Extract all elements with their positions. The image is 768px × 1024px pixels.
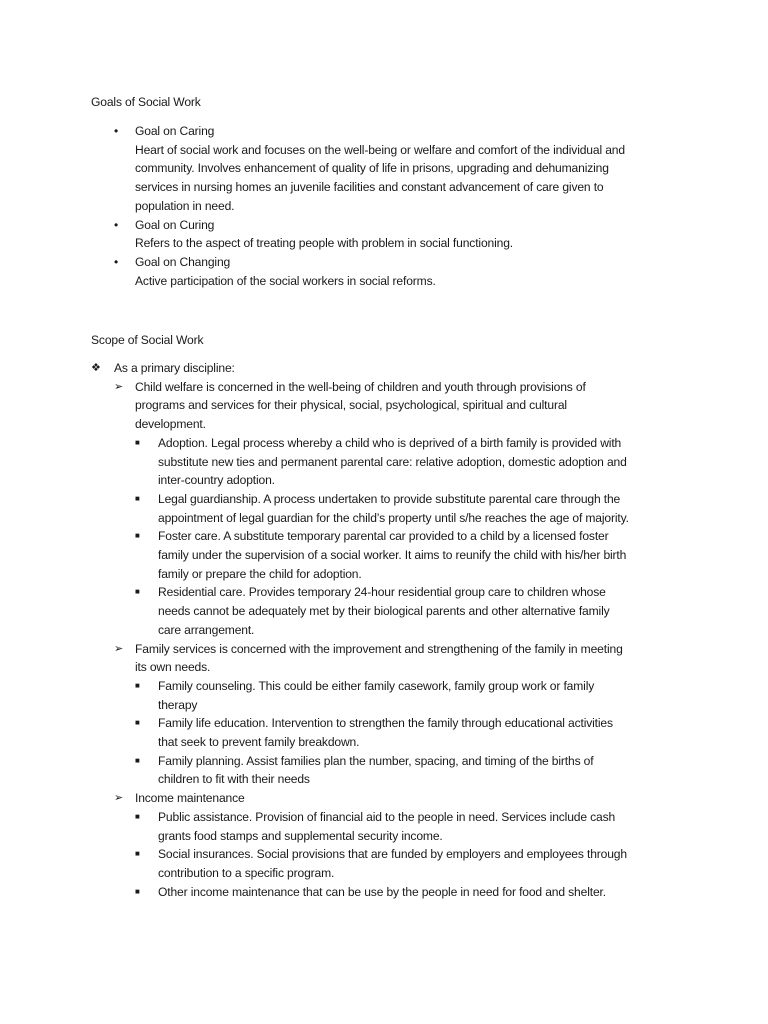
subitem-line: grants food stamps and supplemental security income.: [158, 828, 443, 843]
subitem-line: substitute new ties and permanent parental care: relative adoption, domestic adoption and: [158, 454, 627, 469]
scope-area-child-welfare: [114, 378, 691, 640]
square-bullet-icon: ■: [135, 493, 140, 503]
arrowhead-bullet-icon: ➢: [114, 380, 124, 393]
arrowhead-bullet-icon: ➢: [114, 642, 124, 655]
subitem-line: Residential care. Provides temporary 24-hour residential group care to children whose: [158, 585, 606, 600]
subitem-family-counseling: [135, 677, 691, 714]
subitem-line: family under the supervision of a social worker. It aims to reunify the child with his/her birth: [158, 548, 627, 563]
scope-heading: Scope of Social Work: [91, 333, 204, 347]
goal-line: services in nursing homes an juvenile facilities and constant advancement of care given to: [135, 180, 604, 195]
goal-line: Active participation of the social workers in social reforms.: [135, 273, 436, 288]
square-bullet-icon: ■: [135, 437, 140, 447]
subitem-line: family or prepare the child for adoption.: [158, 566, 362, 581]
subitem-line: Legal guardianship. A process undertaken to provide substitute parental care through the: [158, 491, 621, 506]
goal-heading: Goal on Curing: [135, 217, 215, 232]
scope-area-line: Income maintenance: [135, 791, 245, 806]
square-bullet-icon: ■: [135, 811, 140, 821]
family-services-subitems: [135, 677, 691, 789]
subitem-line: Family counseling. This could be either family casework, family group work or family: [158, 678, 595, 693]
subitem-foster-care: [135, 527, 691, 583]
subitem-line: appointment of legal guardian for the child’s property until s/he reaches the age of majority.: [158, 510, 629, 525]
goal-item-changing: [114, 253, 694, 290]
subitem-family-planning: [135, 752, 691, 789]
child-welfare-subitems: [135, 434, 691, 640]
subitem-line: contribution to a specific program.: [158, 865, 335, 880]
scope-area-line: Child welfare is concerned in the well-being of children and youth through provisions of: [135, 379, 586, 394]
scope-area-line: programs and services for their physical, social, psychological, spiritual and cultural: [135, 398, 567, 413]
bullet-dot-icon: •: [114, 217, 119, 232]
diamond-bullet-icon: ❖: [91, 362, 101, 374]
square-bullet-icon: ■: [135, 718, 140, 728]
subitem-other-income-maintenance: [135, 883, 691, 902]
income-maintenance-subitems: [135, 808, 691, 902]
square-bullet-icon: ■: [135, 755, 140, 765]
subitem-line: Public assistance. Provision of financial aid to the people in need. Services include cash: [158, 809, 616, 824]
subitem-social-insurances: [135, 845, 691, 882]
primary-discipline-label: As a primary discipline:: [114, 361, 235, 375]
goal-item-caring: [114, 122, 694, 216]
subitem-line: Foster care. A substitute temporary parental car provided to a child by a licensed foster: [158, 529, 609, 544]
subitem-line: care arrangement.: [158, 622, 255, 637]
scope-area-income-maintenance: [114, 789, 691, 901]
subitem-line: Family life education. Intervention to strengthen the family through educational activities: [158, 716, 613, 731]
square-bullet-icon: ■: [135, 587, 140, 597]
goal-line: Refers to the aspect of treating people with problem in social functioning.: [135, 236, 513, 251]
goals-list: [114, 122, 694, 290]
primary-discipline-item: [91, 359, 691, 901]
arrowhead-bullet-icon: ➢: [114, 792, 124, 805]
subitem-line: children to fit with their needs: [158, 772, 310, 787]
subitem-legal-guardianship: [135, 490, 691, 527]
scope-area-line: its own needs.: [135, 660, 211, 675]
subitem-line: Family planning. Assist families plan the number, spacing, and timing of the births of: [158, 753, 594, 768]
subitem-line: inter-country adoption.: [158, 473, 275, 488]
subitem-line: therapy: [158, 697, 198, 712]
square-bullet-icon: ■: [135, 531, 140, 541]
bullet-dot-icon: •: [114, 124, 119, 138]
subitem-line: that seek to prevent family breakdown.: [158, 735, 360, 750]
scope-list: [91, 359, 691, 901]
goal-item-curing: [114, 216, 694, 253]
scope-area-line: development.: [135, 417, 206, 432]
subitem-line: needs cannot be adequately met by their biological parents and other alternative family: [158, 604, 610, 619]
goal-line: Heart of social work and focuses on the well-being or welfare and comfort of the individual and: [135, 142, 625, 157]
goal-heading: Goal on Caring: [135, 124, 215, 138]
square-bullet-icon: ■: [135, 680, 140, 690]
square-bullet-icon: ■: [135, 886, 140, 896]
scope-area-family-services: [114, 640, 691, 790]
goals-heading: Goals of Social Work: [91, 95, 201, 109]
scope-areas-list: [114, 378, 691, 902]
subitem-line: Other income maintenance that can be use by the people in need for food and shelter.: [158, 884, 606, 899]
scope-area-line: Family services is concerned with the improvement and strengthening of the family in meeting: [135, 641, 623, 656]
subitem-residential-care: [135, 583, 691, 639]
goal-line: community. Involves enhancement of quality of life in prisons, upgrading and dehumanizing: [135, 161, 609, 176]
goal-heading: Goal on Changing: [135, 254, 231, 269]
subitem-line: Adoption. Legal process whereby a child who is deprived of a birth family is provided with: [158, 435, 622, 450]
subitem-public-assistance: [135, 808, 691, 845]
square-bullet-icon: ■: [135, 849, 140, 859]
subitem-family-life-education: [135, 714, 691, 751]
bullet-dot-icon: •: [114, 254, 119, 269]
subitem-adoption: [135, 434, 691, 490]
subitem-line: Social insurances. Social provisions that are funded by employers and employees through: [158, 847, 627, 862]
goal-line: population in need.: [135, 198, 235, 213]
